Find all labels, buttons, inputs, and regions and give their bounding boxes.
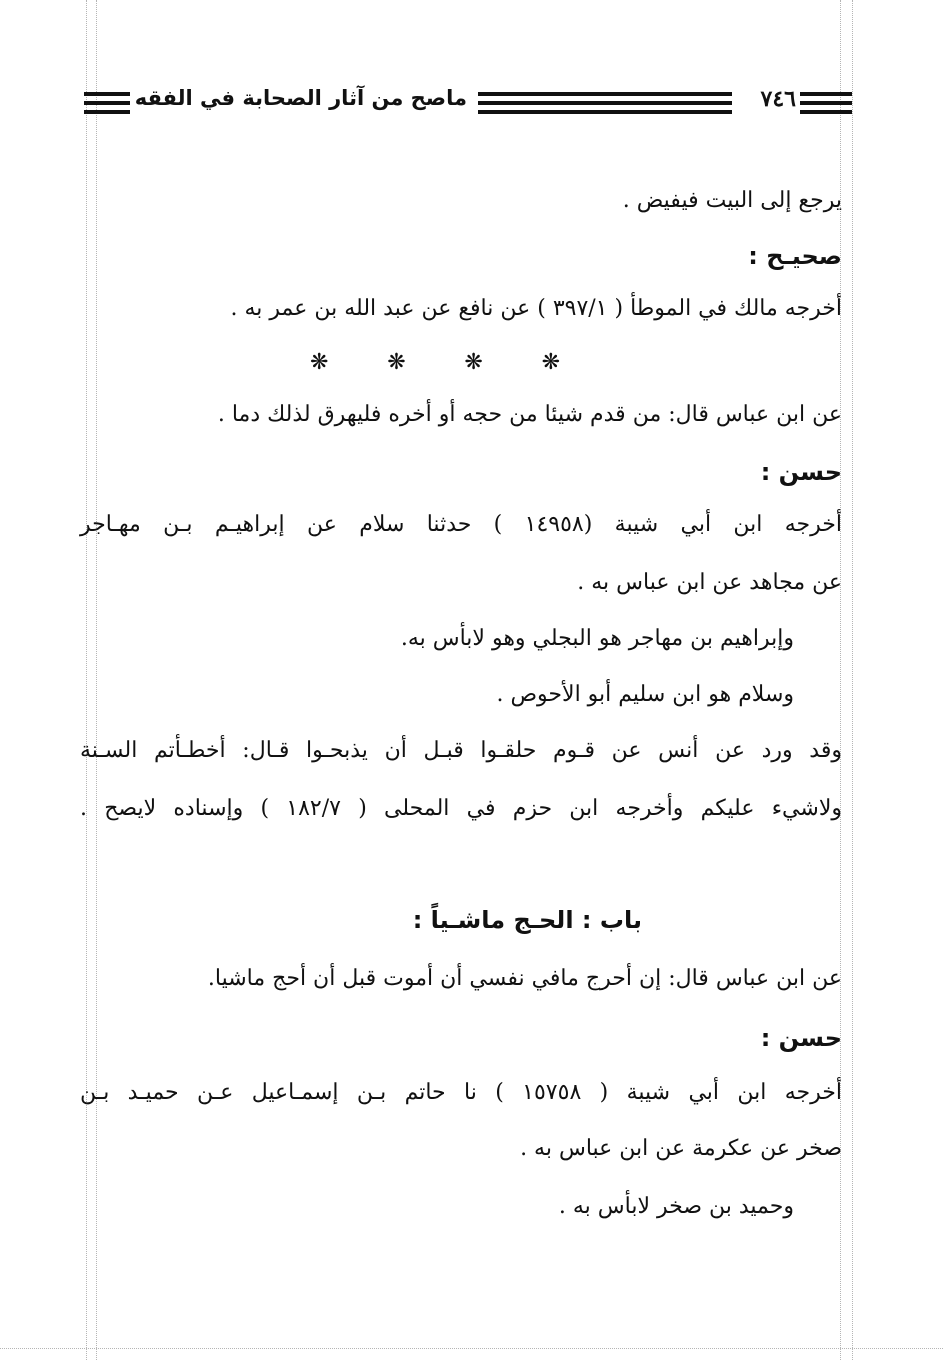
star-ornament-icon: ❋	[387, 350, 406, 375]
text-line: عن مجاهد عن ابن عباس به .	[577, 570, 842, 595]
star-ornament-icon: ❋	[310, 350, 329, 375]
section-separator	[310, 350, 560, 375]
grading-heading: حسن :	[760, 458, 842, 486]
scan-guide-line	[852, 0, 853, 1360]
scan-guide-line	[96, 0, 97, 1360]
text-line: وقد ورد عن أنس عن قـوم حلقـوا قبـل أن يذبحـوا قـال: أخطـأتم السـنة	[80, 738, 842, 763]
text-line: أخرجه ابن أبي شيبة (١٤٩٥٨ ) حدثنا سلام عن إبراهيـم بـن مهـاجر	[80, 512, 842, 537]
grading-heading: حسن :	[760, 1024, 842, 1052]
grading-heading: صحيـح :	[748, 242, 842, 270]
star-ornament-icon: ❋	[541, 350, 560, 375]
text-line: عن ابن عباس قال: من قدم شيئا من حجه أو أخره فليهرق لذلك دما .	[217, 402, 842, 427]
header-bars-right	[800, 92, 852, 114]
page-number: ٧٤٦	[760, 86, 796, 112]
text-line: أخرجه ابن أبي شيبة ( ١٥٧٥٨ ) نا حاتم بـن إسمـاعيل عـن حميـد بـن	[80, 1080, 842, 1105]
header-bars-middle	[478, 92, 732, 114]
scan-guide-line	[0, 1348, 943, 1349]
page-header	[84, 86, 852, 118]
running-title: ماصح من آثار الصحابة في الفقه	[134, 86, 467, 110]
chapter-heading: باب : الحـج ماشـياً :	[412, 906, 642, 934]
star-ornament-icon: ❋	[464, 350, 483, 375]
text-line: أخرجه مالك في الموطأ ( ٣٩٧/١ ) عن نافع عن عبد الله بن عمر به .	[230, 296, 842, 321]
text-line: صخر عن عكرمة عن ابن عباس به .	[520, 1136, 842, 1161]
header-bars-left	[84, 92, 130, 114]
text-line: وحميد بن صخر لابأس به .	[558, 1194, 794, 1219]
text-line: ولاشيء عليكم وأخرجه ابن حزم في المحلى ( ١٨٢/٧ ) وإسناده لايصح .	[80, 796, 842, 821]
text-line: عن ابن عباس قال: إن أحرج مافي نفسي أن أموت قبل أن أحج ماشيا.	[207, 966, 842, 991]
text-line: وإبراهيم بن مهاجر هو البجلي وهو لابأس به.	[400, 626, 794, 651]
scan-guide-line	[86, 0, 87, 1360]
text-line: وسلام هو ابن سليم أبو الأحوص .	[496, 682, 794, 707]
text-line: يرجع إلى البيت فيفيض .	[622, 188, 842, 213]
